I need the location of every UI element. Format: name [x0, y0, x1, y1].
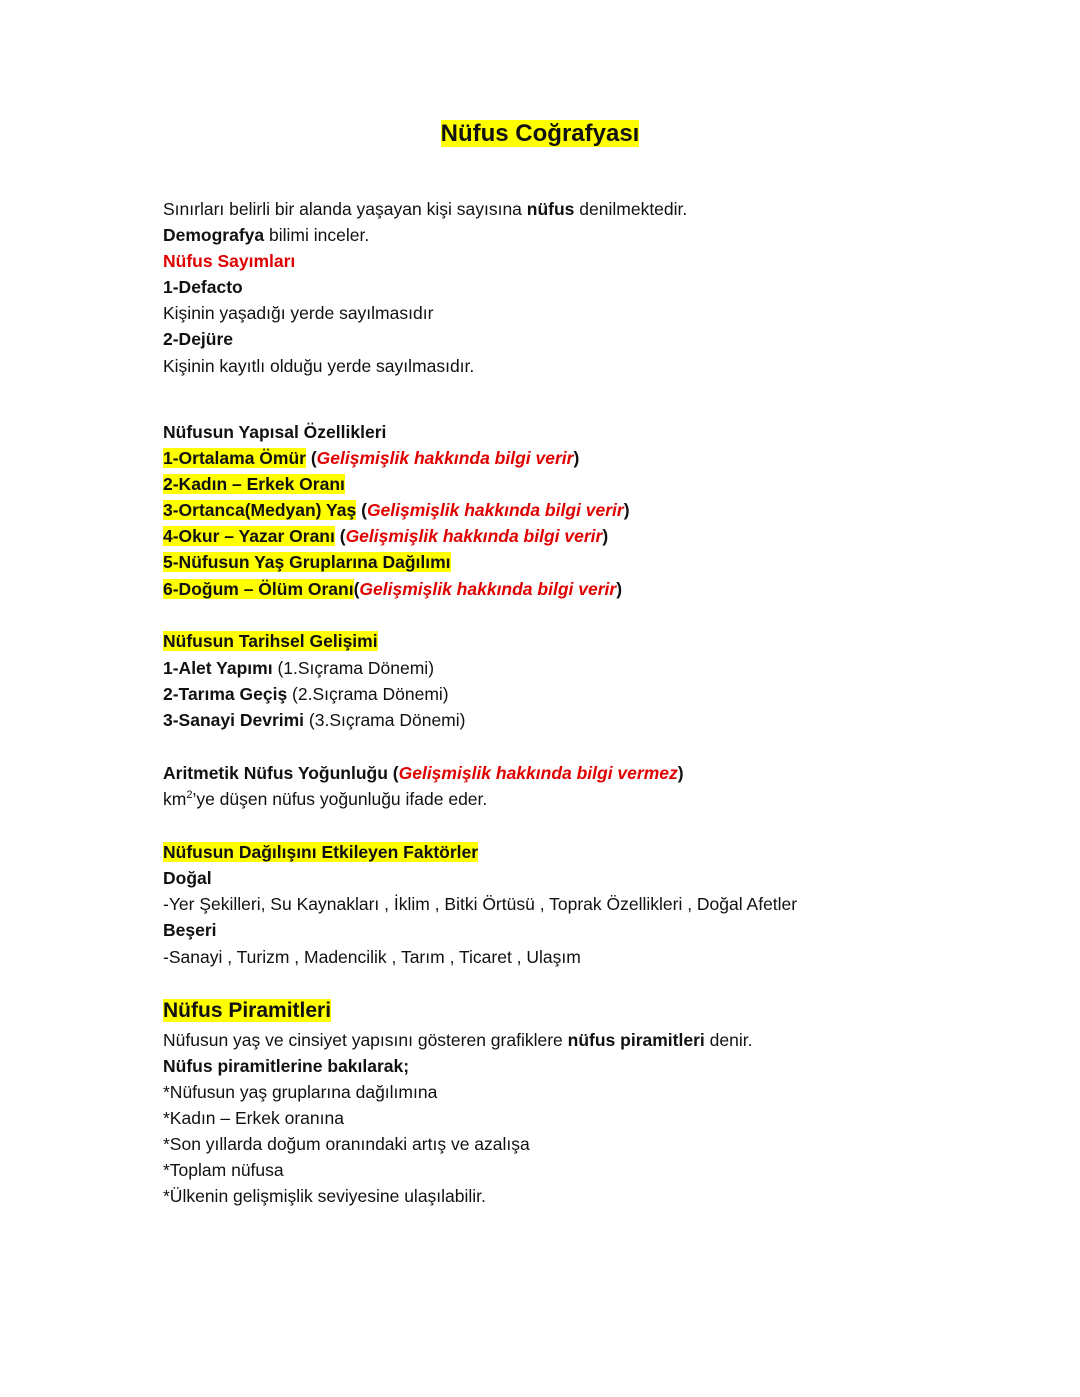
intro-line-1 — [163, 197, 687, 221]
yapisal-item-4-label: 4-Okur – Yazar Oranı — [163, 526, 335, 546]
paren-open: ( — [310, 448, 317, 468]
piramit-line-1 — [163, 1028, 752, 1052]
aritmetik-heading — [163, 761, 684, 785]
paren-close: ) — [677, 763, 684, 783]
yapisal-item-4 — [163, 524, 608, 548]
yapisal-item-1-note: Gelişmişlik hakkında bilgi verir — [316, 448, 574, 468]
tarihsel-item-1 — [163, 656, 434, 680]
paren-open: ( — [353, 579, 360, 599]
beseri-list: -Sanayi , Turizm , Madencilik , Tarım , Ticaret , Ulaşım — [163, 947, 581, 967]
piramit-bullet-5: *Ülkenin gelişmişlik seviyesine ulaşılabilir. — [163, 1186, 486, 1206]
yapisal-item-3-label: 3-Ortanca(Medyan) Yaş — [163, 500, 357, 520]
page-title-row — [0, 118, 1080, 150]
paren-close: ) — [573, 448, 580, 468]
intro-bold-term: nüfus — [526, 199, 575, 219]
dejure-title: 2-Dejüre — [163, 329, 234, 349]
yapisal-item-6-note: Gelişmişlik hakkında bilgi verir — [359, 579, 617, 599]
faktorler-heading — [163, 840, 478, 864]
squared-sup: 2 — [186, 789, 193, 802]
intro-text-2: bilimi inceler. — [264, 225, 370, 245]
dogal-title: Doğal — [163, 868, 212, 888]
tarihsel-heading — [163, 629, 378, 653]
piramit-bold-term: nüfus piramitleri — [567, 1030, 705, 1050]
paren-close: ) — [602, 526, 609, 546]
piramit-heading-text: Nüfus Piramitleri — [163, 999, 332, 1022]
tarihsel-item-1-label: 1-Alet Yapımı — [163, 658, 273, 678]
sayim-heading: Nüfus Sayımları — [163, 251, 296, 271]
intro-text: Sınırları belirli bir alanda yaşayan kişi sayısına — [163, 199, 527, 219]
aritmetik-note: Gelişmişlik hakkında bilgi vermez — [398, 763, 678, 783]
paren-open: ( — [339, 526, 346, 546]
tarihsel-item-2-period: (2.Sıçrama Dönemi) — [287, 684, 449, 704]
yapisal-item-1-label: 1-Ortalama Ömür — [163, 448, 306, 468]
paren-open: ( — [387, 763, 399, 783]
tarihsel-item-2 — [163, 682, 449, 706]
piramit-bullet-1: *Nüfusun yaş gruplarına dağılımına — [163, 1082, 438, 1102]
yapisal-item-5-label: 5-Nüfusun Yaş Gruplarına Dağılımı — [163, 552, 451, 572]
dogal-list: -Yer Şekilleri, Su Kaynakları , İklim , Bitki Örtüsü , Toprak Özellikleri , Doğal Afetler — [163, 894, 798, 914]
paren-close: ) — [623, 500, 630, 520]
dejure-desc: Kişinin kayıtlı olduğu yerde sayılmasıdır. — [163, 356, 475, 376]
tarihsel-item-3 — [163, 708, 465, 732]
tarihsel-item-1-period: (1.Sıçrama Dönemi) — [272, 658, 435, 678]
aritmetik-desc — [163, 787, 487, 811]
paren-open: ( — [361, 500, 367, 520]
yapisal-item-5 — [163, 550, 451, 574]
piramit-line-2: Nüfus piramitlerine bakılarak; — [163, 1056, 410, 1076]
tarihsel-item-3-period: (3.Sıçrama Dönemi) — [304, 710, 466, 730]
yapisal-item-6 — [163, 577, 622, 601]
defacto-title: 1-Defacto — [163, 277, 243, 297]
faktorler-heading-text: Nüfusun Dağılışını Etkileyen Faktörler — [163, 842, 479, 862]
km-unit: km — [163, 789, 187, 809]
yapisal-item-1 — [163, 446, 579, 470]
intro-line-2 — [163, 223, 369, 247]
piramit-bullet-4: *Toplam nüfusa — [163, 1160, 284, 1180]
yapisal-item-6-label: 6-Doğum – Ölüm Oranı — [163, 579, 354, 599]
defacto-desc: Kişinin yaşadığı yerde sayılmasıdır — [163, 303, 434, 323]
piramit-text-end: denir. — [704, 1030, 753, 1050]
yapisal-heading: Nüfusun Yapısal Özellikleri — [163, 422, 387, 442]
yapisal-item-4-note: Gelişmişlik hakkında bilgi verir — [345, 526, 603, 546]
intro-text-end: denilmektedir. — [574, 199, 688, 219]
piramit-bullet-2: *Kadın – Erkek oranına — [163, 1108, 344, 1128]
yapisal-item-2-label: 2-Kadın – Erkek Oranı — [163, 474, 345, 494]
beseri-title: Beşeri — [163, 920, 217, 940]
paren-close: ) — [616, 579, 623, 599]
yapisal-item-2 — [163, 472, 345, 496]
tarihsel-heading-text: Nüfusun Tarihsel Gelişimi — [163, 631, 378, 651]
piramit-bullet-3: *Son yıllarda doğum oranındaki artış ve azalışa — [163, 1134, 530, 1154]
yapisal-item-3 — [163, 498, 630, 522]
piramit-heading — [163, 997, 331, 1025]
aritmetik-heading-text: Aritmetik Nüfus Yoğunluğu — [163, 763, 388, 783]
piramit-text: Nüfusun yaş ve cinsiyet yapısını gösteren grafiklere — [163, 1030, 568, 1050]
tarihsel-item-3-label: 3-Sanayi Devrimi — [163, 710, 305, 730]
yapisal-item-3-note: Gelişmişlik hakkında bilgi verir — [366, 500, 624, 520]
aritmetik-desc-text: ’ye düşen nüfus yoğunluğu ifade eder. — [192, 789, 488, 809]
demografya-term: Demografya — [163, 225, 265, 245]
tarihsel-item-2-label: 2-Tarıma Geçiş — [163, 684, 288, 704]
page-title: Nüfus Coğrafyası — [440, 120, 640, 147]
